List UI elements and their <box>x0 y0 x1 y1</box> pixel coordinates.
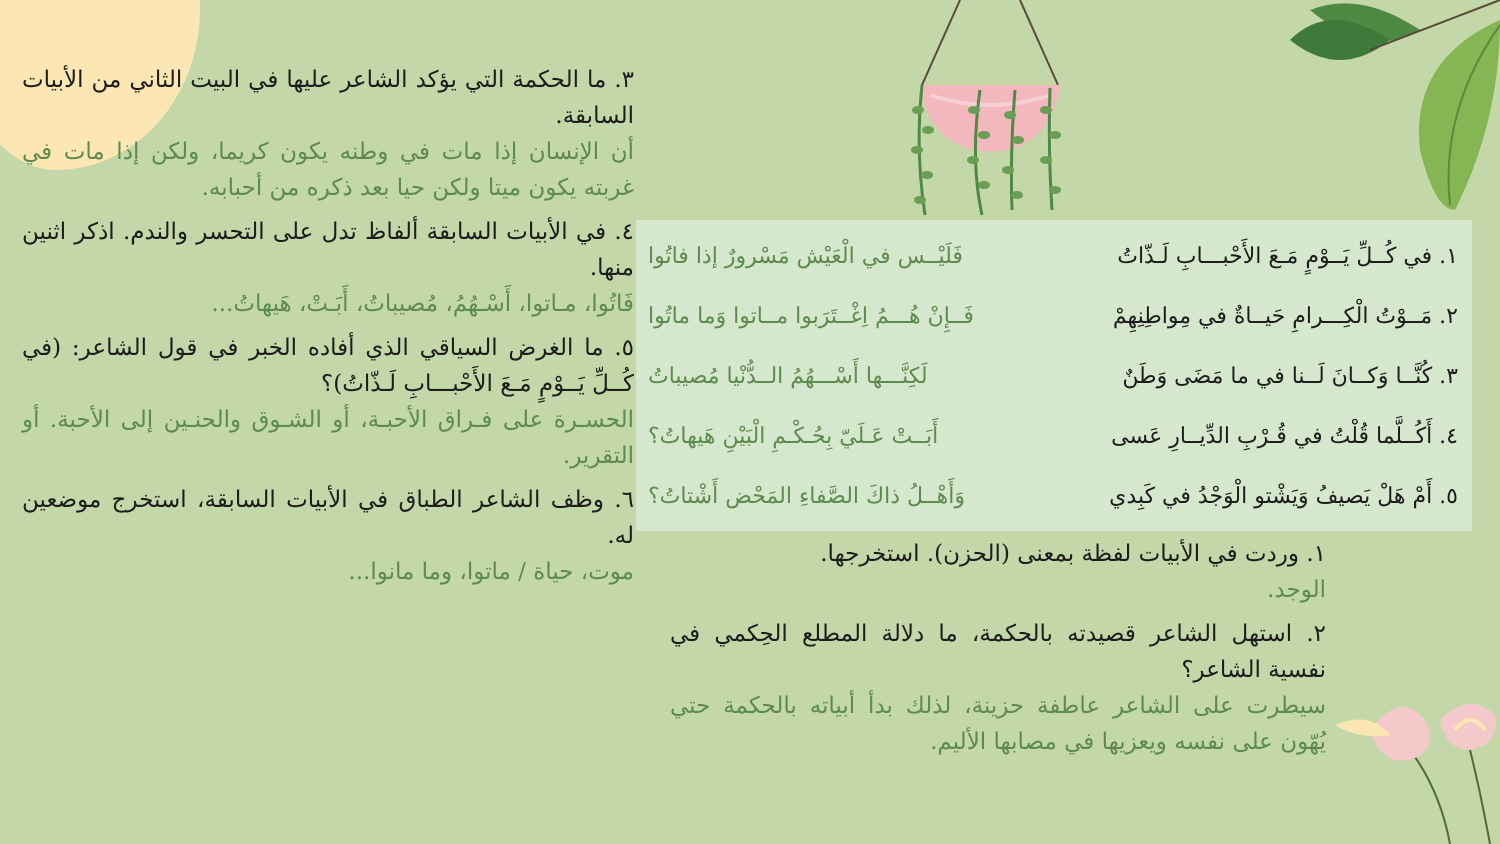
verse-first-hemistich: ٤. أَكُــلَّما قُلْتُ في قُـرْبِ الدِّيــارِ عَسى <box>1111 423 1458 449</box>
answer-5: الحسـرة على فـراق الأحبـة، أو الشـوق والحنـين إلى الأحبة. أو التقرير. <box>22 407 634 469</box>
question-1: ١. وردت في الأبيات لفظة بمعنى (الحزن). استخرجها. <box>820 541 1326 567</box>
question-6: ٦. وظف الشاعر الطباق في الأبيات السابقة، استخرج موضعين له. <box>22 487 634 549</box>
poem-verse <box>648 236 1458 276</box>
question-3: ٣. ما الحكمة التي يؤكد الشاعر عليها في البيت الثاني من الأبيات السابقة. <box>22 67 634 129</box>
verse-first-hemistich: ٣. كُنَّــا وَكــانَ لَــنا في ما مَضَى وَطَنٌ <box>1122 363 1458 389</box>
verse-first-hemistich: ٢. مَــوْتُ الْكِـــرامِ حَيــاةٌ في مِواطِنِهِمْ <box>1112 303 1458 329</box>
question-2: ٢. استهل الشاعر قصيدته بالحكمة، ما دلالة المطلع الحِكمي في نفسية الشاعر؟ <box>670 621 1326 683</box>
answer-6: موت، حياة / ماتوا، وما مانوا... <box>348 559 634 585</box>
poem-verse <box>648 296 1458 336</box>
poem-verse <box>648 356 1458 396</box>
answer-2: سيطرت على الشاعر عاطفة حزينة، لذلك بدأ أبياته بالحكمة حتي يُهّون على نفسه ويعزيها في مصابها الأليم. <box>670 693 1326 755</box>
poem-verse <box>648 476 1458 516</box>
left-questions-column <box>22 62 634 598</box>
verse-first-hemistich: ١. في كُــلِّ يَــوْمٍ مَـعَ الأَحْبـــابِ لَـذّاتُ <box>1117 243 1458 269</box>
flowers-illustration <box>1330 690 1500 844</box>
poem-verse <box>648 416 1458 456</box>
verse-second-hemistich: أَبَــتْ عَـلَيّ بِحُـكْـمِ الْبَيْنِ هَيهاتُ؟ <box>648 423 939 449</box>
verse-second-hemistich: فَلَيْــس في الْعَيْش مَسْرورٌ إذا فاتُوا <box>648 243 963 269</box>
leaves-illustration <box>1270 0 1500 215</box>
verse-second-hemistich: فَــإِنْ هُـــمُ اِغْــتَرَبوا مــاتوا وَما ماتُوا <box>648 303 974 329</box>
question-5: ٥. ما الغرض السياقي الذي أفاده الخبر في قول الشاعر: (في كُــلِّ يَــوْمٍ مَـعَ الأَحْبـــابِ لَـذّاتُ)؟ <box>22 335 634 397</box>
answer-3: أن الإنسان إذا مات في وطنه يكون كريما، ولكن إذا مات في غربته يكون ميتا ولكن حيا بعد ذكره من أحبابه. <box>22 139 634 201</box>
verse-second-hemistich: لَكِنَّـــها أَسْـــهُمُ الــدُّنْيا مُصيباتُ <box>648 363 928 389</box>
right-questions-column <box>670 536 1326 768</box>
verse-first-hemistich: ٥. أَمْ هَلْ يَصيفُ وَيَشْتو الْوَجْدُ في كَبِدي <box>1109 483 1458 509</box>
poem-box <box>636 220 1472 531</box>
answer-1: الوجد. <box>1267 577 1326 603</box>
hanging-plant-illustration <box>900 0 1080 225</box>
verse-second-hemistich: وَأَهْــلُ ذاكَ الصَّفاءِ المَحْض أَشْتاتُ؟ <box>648 483 965 509</box>
question-4: ٤. في الأبيات السابقة ألفاظ تدل على التحسر والندم. اذكر اثنين منها. <box>22 219 634 281</box>
answer-4: فَاتُوا، مـاتوا، أَسْـهُمُ، مُصيباتُ، أَبَـتْ، هَيهاتُ... <box>211 291 634 317</box>
